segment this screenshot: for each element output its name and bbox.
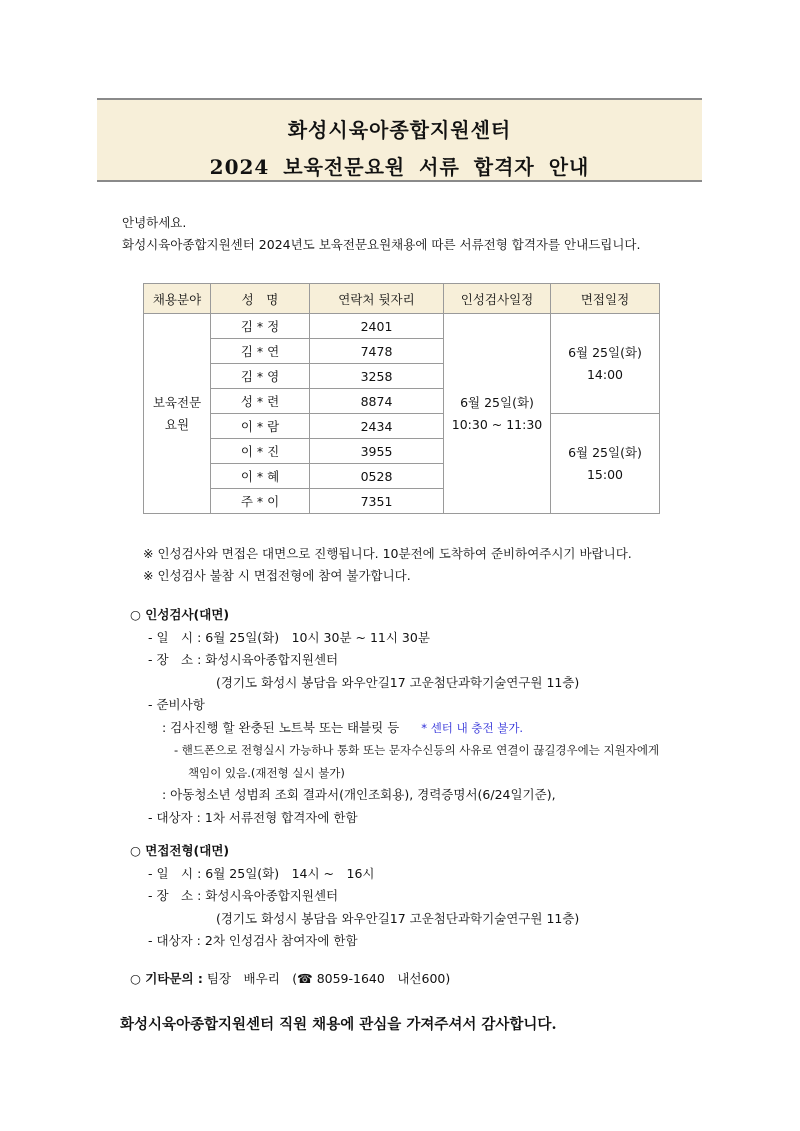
table-row — [144, 314, 660, 339]
section1-address: (경기도 화성시 봉담읍 와우안길17 고운첨단과학기술연구원 11층) — [216, 674, 580, 690]
cell-name: 이 * 혜 — [211, 464, 310, 489]
section-interview — [130, 840, 579, 953]
cell-phone: 3258 — [310, 364, 444, 389]
prep-item-1-text: : 검사진행 할 완충된 노트북 또는 태블릿 등 — [162, 719, 400, 735]
interview2-date: 6월 25일(화) — [568, 444, 642, 460]
title-banner — [97, 98, 702, 182]
note-2: ※ 인성검사 불참 시 면접전형에 참여 불가합니다. — [143, 568, 411, 583]
cell-interview-2 — [551, 414, 660, 514]
section-personality-test — [130, 604, 659, 829]
cell-interview-1 — [551, 314, 660, 414]
section1-prep-item-3: : 아동청소년 성범죄 조회 결과서(개인조회용), 경력증명서(6/24일기준), — [162, 787, 556, 802]
cell-phone: 0528 — [310, 464, 444, 489]
section2-date: - 일 시 : 6월 25일(화) 14시 ~ 16시 — [148, 865, 375, 881]
header-field: 채용분야 — [144, 284, 211, 314]
cell-phone: 2401 — [310, 314, 444, 339]
prep-item-1-note: * 센터 내 충전 불가. — [421, 720, 524, 735]
section1-prep-item-2: - 핸드폰으로 전형실시 가능하나 통화 또는 문자수신등의 사유로 연결이 끊길경우에는 지원자에게 — [174, 743, 660, 757]
section1-prep: - 준비사항 — [148, 697, 205, 712]
cell-field: 보육전문 요원 — [144, 314, 211, 514]
section1-heading: ○ 인성검사(대면) — [130, 607, 230, 622]
header-name: 성 명 — [211, 284, 310, 314]
title-line-2: 2024 보육전문요원 서류 합격자 안내 — [209, 155, 590, 179]
greeting-line-2: 화성시육아종합지원센터 2024년도 보육전문요원채용에 따른 서류전형 합격자를 안내드립니다. — [122, 237, 641, 252]
cell-phone: 7478 — [310, 339, 444, 364]
section2-heading: ○ 면접전형(대면) — [130, 843, 230, 858]
cell-name: 김 * 정 — [211, 314, 310, 339]
interview1-date: 6월 25일(화) — [568, 344, 642, 360]
cell-name: 이 * 진 — [211, 439, 310, 464]
table-row — [144, 414, 660, 439]
header-phone: 연락처 뒷자리 — [310, 284, 444, 314]
greeting-line-1: 안녕하세요. — [122, 215, 187, 230]
cell-phone: 8874 — [310, 389, 444, 414]
section2-target: - 대상자 : 2차 인성검사 참여자에 한함 — [148, 933, 358, 948]
table-header-row — [144, 284, 660, 314]
cell-name: 김 * 영 — [211, 364, 310, 389]
section1-date: - 일 시 : 6월 25일(화) 10시 30분 ~ 11시 30분 — [148, 629, 430, 645]
header-test: 인성검사일정 — [444, 284, 551, 314]
note-1: ※ 인성검사와 면접은 대면으로 진행됩니다. 10분전에 도착하여 준비하여주시기 바랍니다. — [143, 546, 632, 561]
section1-prep-item-2b: 책임이 있음.(재전형 실시 불가) — [188, 765, 345, 780]
section1-place: - 장 소 : 화성시육아종합지원센터 — [148, 652, 339, 667]
title-line-1: 화성시육아종합지원센터 — [287, 118, 512, 142]
section1-prep-item-1 — [130, 717, 659, 740]
contact-heading: ○ 기타문의 : — [130, 971, 203, 986]
contact-text: 팀장 배우리 (☎ 8059-1640 내선600) — [206, 971, 451, 986]
interview2-time: 15:00 — [586, 466, 624, 482]
test-time: 10:30 ~ 11:30 — [451, 416, 543, 432]
cell-name: 주 * 이 — [211, 489, 310, 514]
cell-name: 성 * 련 — [211, 389, 310, 414]
test-date: 6월 25일(화) — [460, 394, 534, 410]
cell-phone: 2434 — [310, 414, 444, 439]
interview1-time: 14:00 — [586, 366, 624, 382]
cell-test-schedule — [444, 314, 551, 514]
cell-name: 김 * 연 — [211, 339, 310, 364]
notes — [143, 543, 632, 587]
greeting — [122, 212, 640, 256]
section1-target: - 대상자 : 1차 서류전형 합격자에 한함 — [148, 809, 358, 825]
cell-name: 이 * 람 — [211, 414, 310, 439]
schedule-table — [143, 283, 660, 514]
header-interview: 면접일정 — [551, 284, 660, 314]
cell-phone: 7351 — [310, 489, 444, 514]
section2-address: (경기도 화성시 봉담읍 와우안길17 고운첨단과학기술연구원 11층) — [216, 910, 580, 926]
section-contact — [130, 968, 450, 991]
section2-place: - 장 소 : 화성시육아종합지원센터 — [148, 888, 339, 903]
closing-message: 화성시육아종합지원센터 직원 채용에 관심을 가져주셔서 감사합니다. — [120, 1016, 557, 1033]
cell-phone: 3955 — [310, 439, 444, 464]
